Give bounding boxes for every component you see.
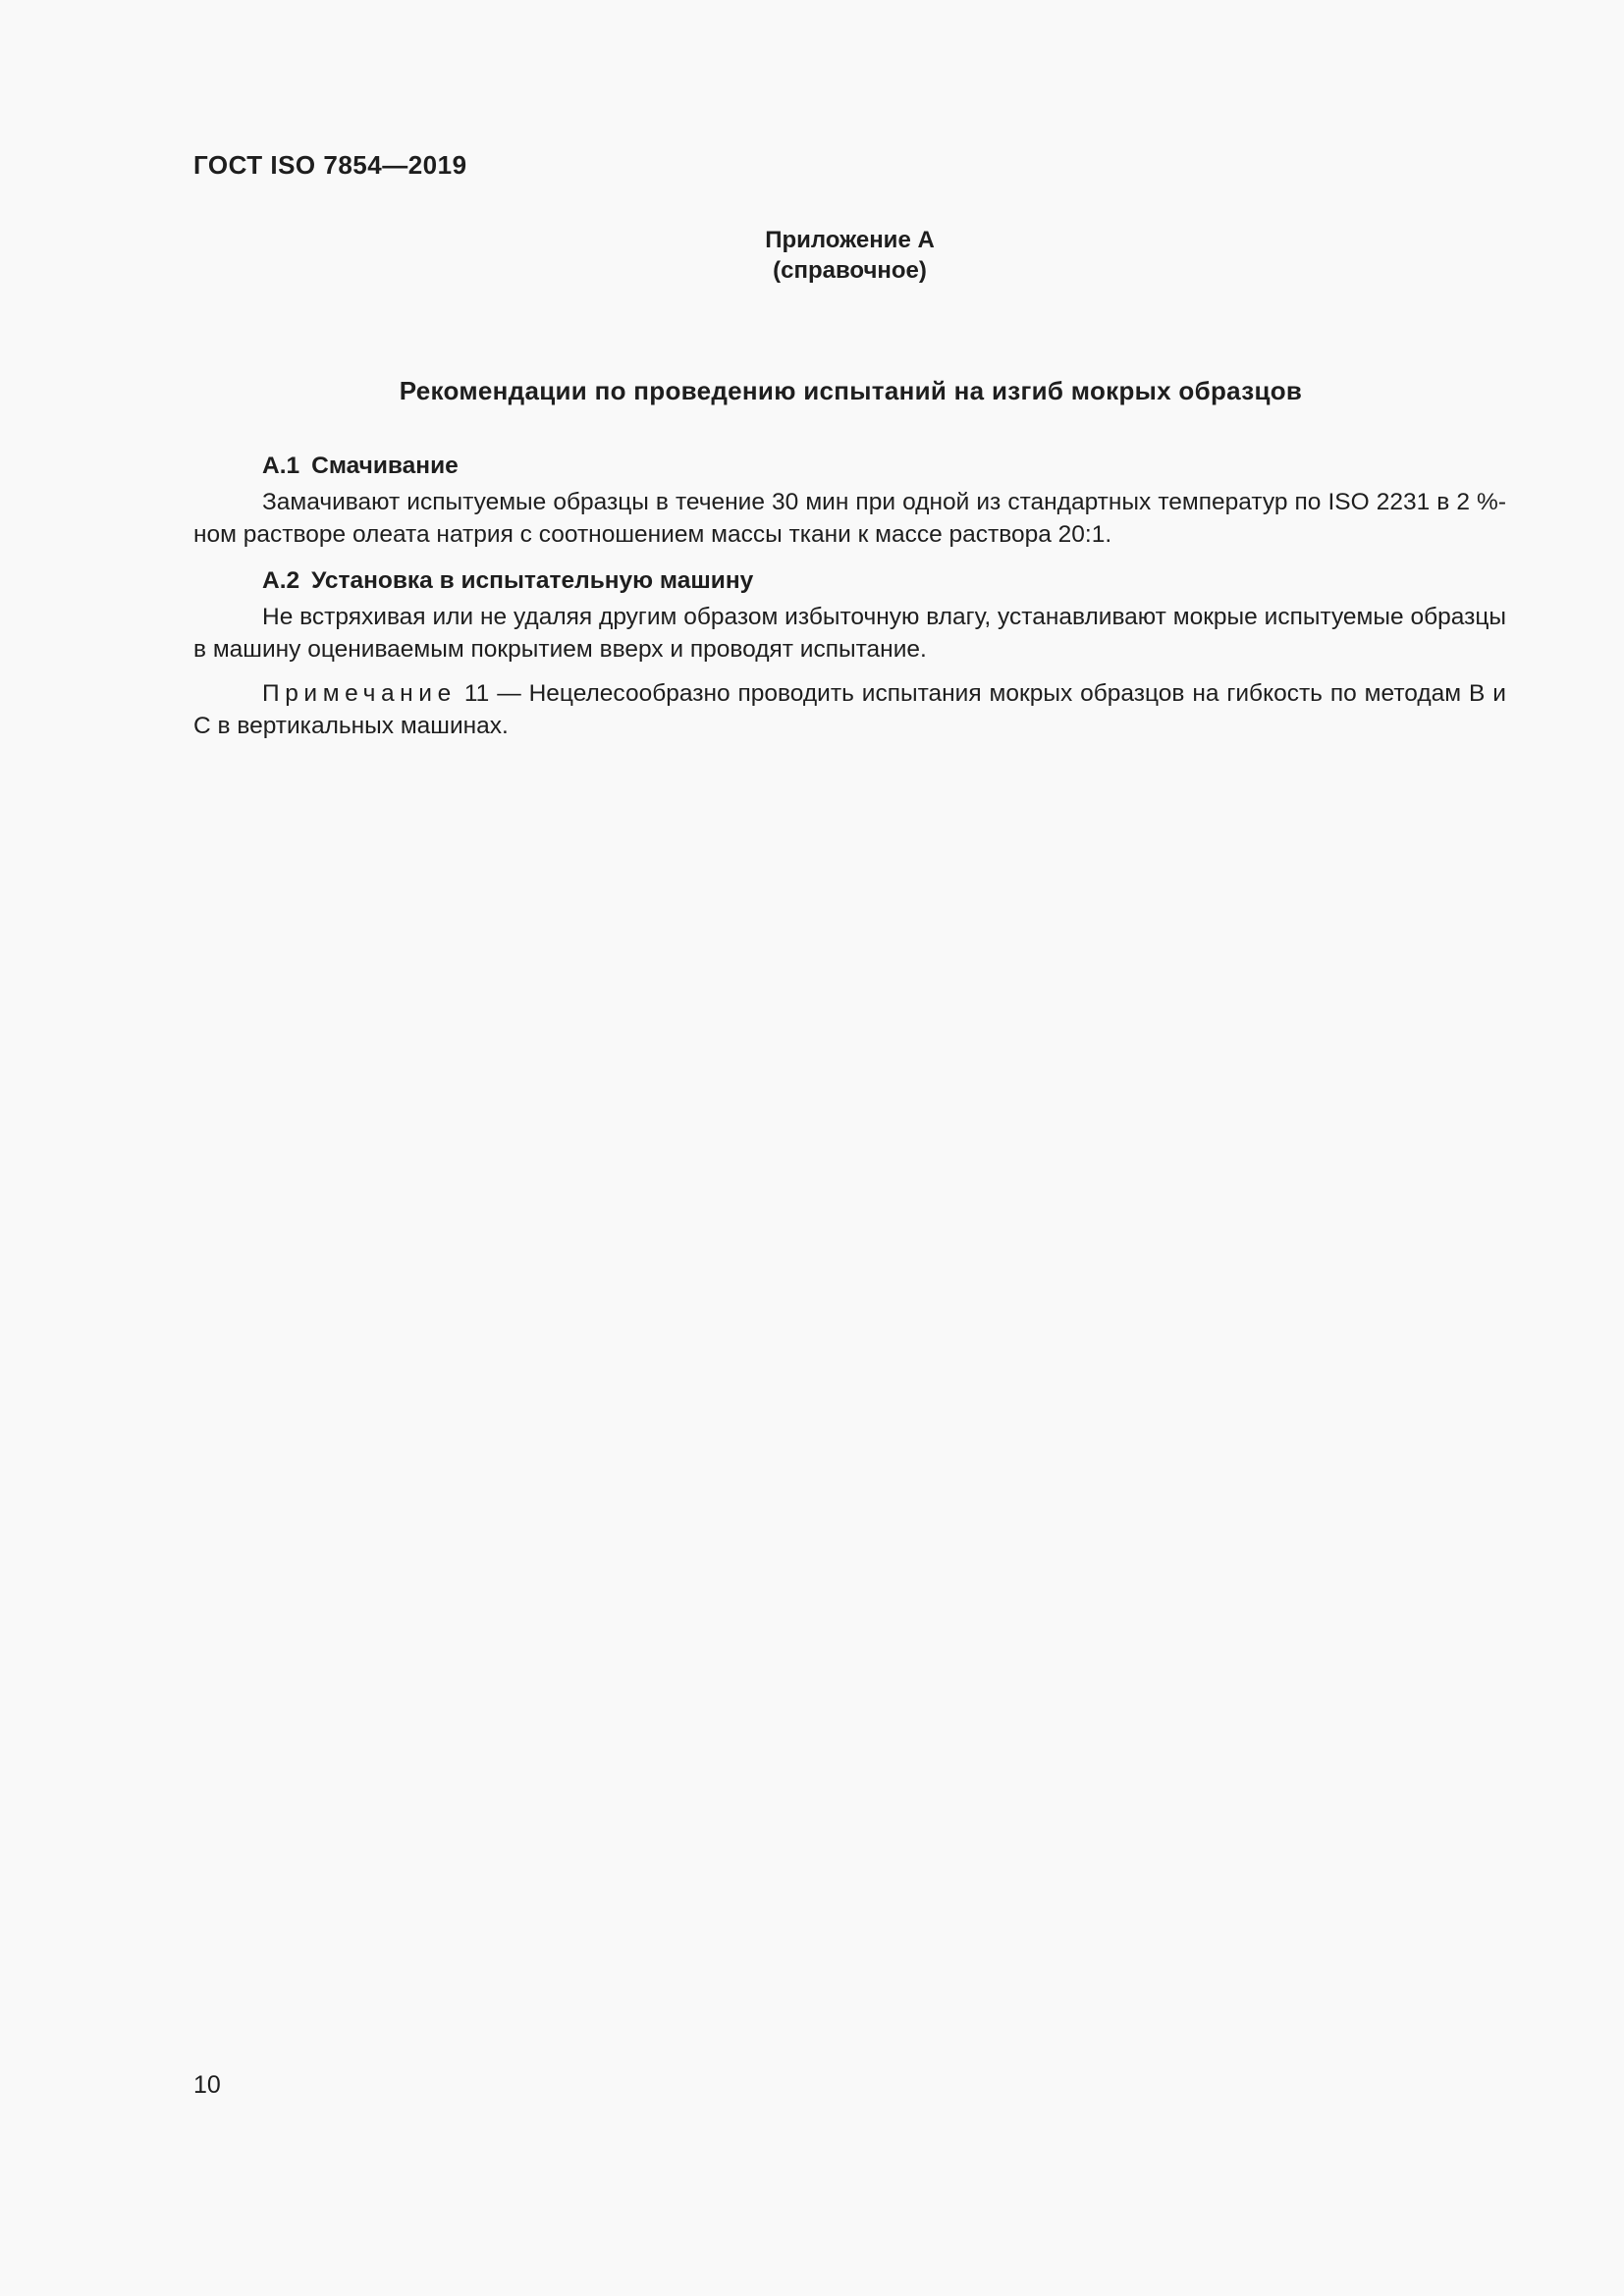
page-number: 10 [193,2071,221,2099]
section-number: А.1 [262,453,300,479]
note-paragraph [193,677,1506,742]
section-number: А.2 [262,567,300,594]
section-paragraph-a1: Замачивают испытуемые образцы в течение 30 мин при одной из стандартных температур по ISO 2231 в 2 %-ном растворе олеата натрия с соотношением массы ткани к массе раствора 20:1. [193,489,1506,548]
annex-title: Приложение А [765,227,935,253]
section-paragraph-a2: Не встряхивая или не удаляя другим образом избыточную влагу, устанавливают мокрые испытуемые образцы в машину оцениваемым покрытием вверх и проводят испытание. [193,604,1506,663]
section-heading-a2 [193,564,1506,597]
document-id: ГОСТ ISO 7854—2019 [193,150,467,180]
section-title: Установка в испытательную машину [311,567,754,594]
section-heading-a1 [193,450,1506,482]
section-title: Смачивание [311,453,459,479]
annex-body [193,450,1506,742]
note-label: Примечание [262,680,457,707]
note-text: — Нецелесообразно проводить испытания мокрых образцов на гибкость по методам B и C в вертикальных машинах. [193,680,1506,739]
annex-heading [491,225,1209,286]
annex-status: (справочное) [773,257,927,284]
document-header [193,147,467,183]
note-number: 11 [463,680,490,707]
annex-main-title: Рекомендации по проведению испытаний на изгиб мокрых образцов [399,376,1303,405]
